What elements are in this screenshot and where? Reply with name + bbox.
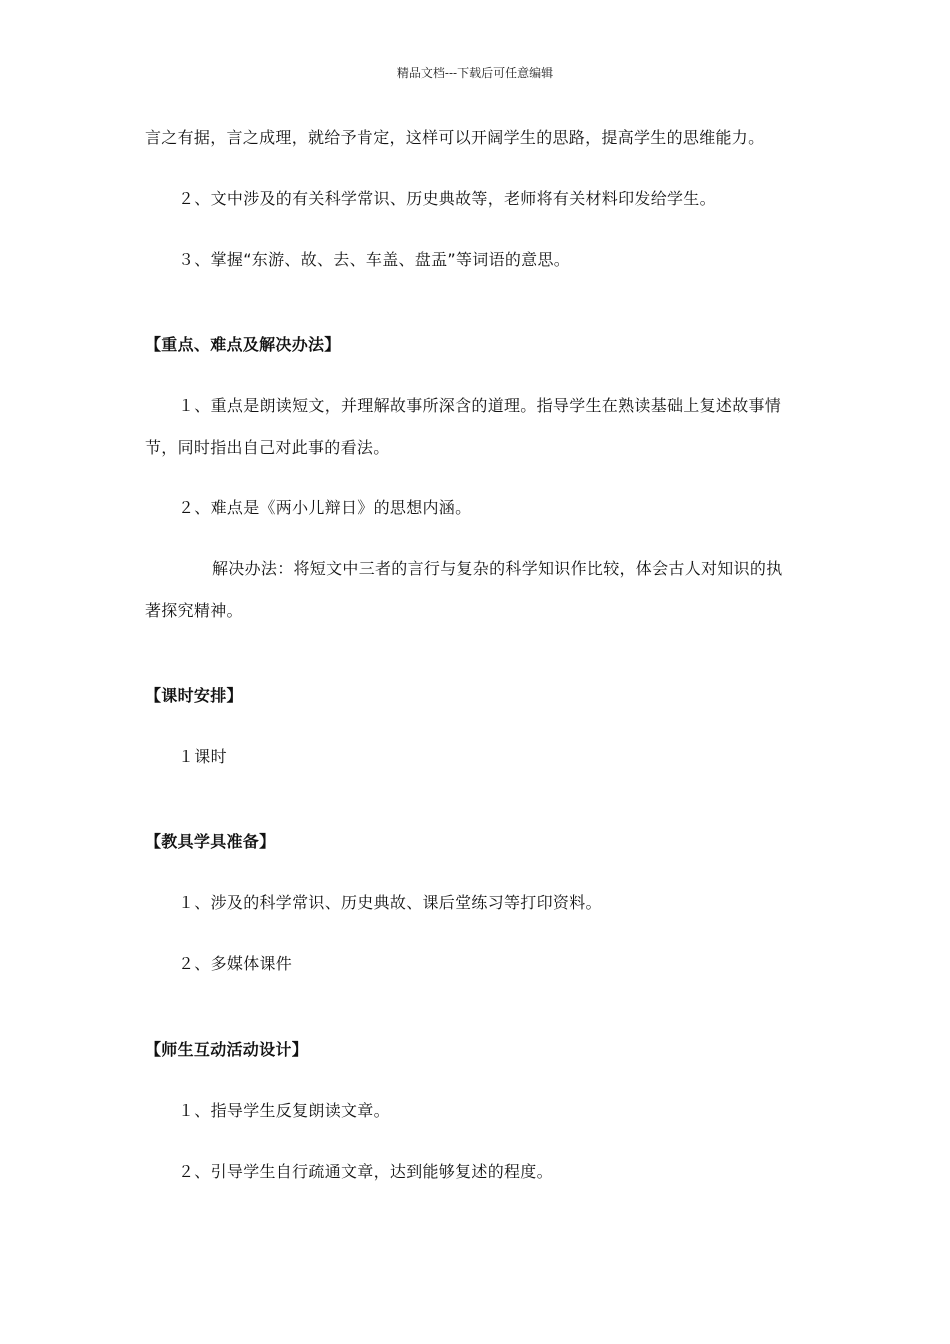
materials-heading: 【教具学具准备】 bbox=[145, 832, 276, 851]
schedule-value: １课时 bbox=[178, 747, 227, 766]
difficulty-heading: 【重点、难点及解决办法】 bbox=[145, 335, 341, 354]
materials-item-1: １、涉及的科学常识、历史典故、课后堂练习等打印资料。 bbox=[178, 893, 602, 912]
activity-item-2: ２、引导学生自行疏通文章，达到能够复述的程度。 bbox=[178, 1162, 553, 1181]
activity-heading: 【师生互动活动设计】 bbox=[145, 1040, 309, 1059]
difficulty-item-1-cont: 节，同时指出自己对此事的看法。 bbox=[145, 438, 390, 457]
intro-item-2: ２、文中涉及的有关科学常识、历史典故等，老师将有关材料印发给学生。 bbox=[178, 189, 716, 208]
intro-item-3: ３、掌握“东游、故、去、车盖、盘盂”等词语的意思。 bbox=[178, 250, 571, 269]
solution-line-cont: 著探究精神。 bbox=[145, 601, 243, 620]
page-header: 精品文档---下载后可任意编辑 bbox=[396, 66, 554, 80]
solution-line: 解决办法：将短文中三者的言行与复杂的科学知识作比较，体会古人对知识的执 bbox=[212, 559, 783, 578]
materials-item-2: ２、多媒体课件 bbox=[178, 954, 293, 973]
difficulty-item-2: ２、难点是《两小儿辩日》的思想内涵。 bbox=[178, 498, 472, 517]
schedule-heading: 【课时安排】 bbox=[145, 686, 243, 705]
intro-line: 言之有据，言之成理，就给予肯定，这样可以开阔学生的思路，提高学生的思维能力。 bbox=[145, 128, 765, 147]
difficulty-item-1: １、重点是朗读短文，并理解故事所深含的道理。指导学生在熟读基础上复述故事情 bbox=[178, 396, 782, 415]
activity-item-1: １、指导学生反复朗读文章。 bbox=[178, 1101, 390, 1120]
